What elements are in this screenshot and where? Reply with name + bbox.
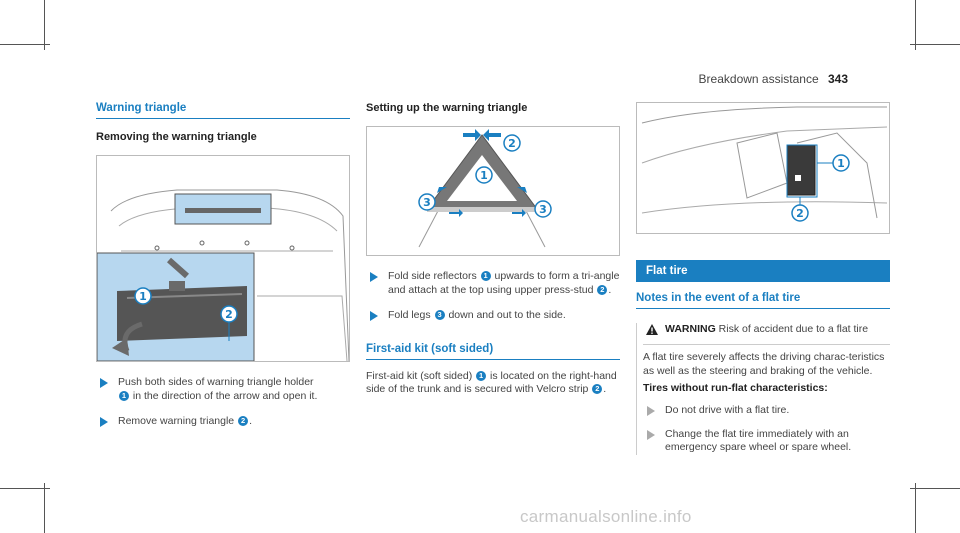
step-arrow-icon xyxy=(100,417,108,427)
figure-warning-triangle xyxy=(366,126,620,256)
section-title: Breakdown assistance xyxy=(698,72,819,86)
figure-trunk-first-aid-kit xyxy=(636,102,890,234)
flat-tire-heading-bar: Flat tire xyxy=(636,260,890,282)
column-flat-tire xyxy=(636,102,890,455)
svg-text:2: 2 xyxy=(796,207,804,220)
step-arrow-icon xyxy=(370,311,378,321)
section-heading-notes: Notes in the event of a flat tire xyxy=(636,292,890,309)
step-fold-reflectors: Fold side reflectors 1 upwards to form a tri-angle and attach at the top using upper press-stud 2 . xyxy=(366,270,620,297)
flat-tire-paragraph: A flat tire severely affects the driving charac-teristics as well as the steering and braking of the vehicle. xyxy=(643,344,890,378)
warning-box xyxy=(636,323,890,455)
step-arrow-icon xyxy=(370,272,378,282)
column-warning-triangle-removal xyxy=(96,102,350,441)
callout-1-icon: 1 xyxy=(119,391,129,401)
trunk-lid-illustration xyxy=(97,156,350,361)
subheading: Removing the warning triangle xyxy=(96,131,257,143)
crop-mark xyxy=(910,488,960,489)
watermark: carmanualsonline.info xyxy=(520,507,692,526)
callout-1-icon: 1 xyxy=(476,371,486,381)
crop-mark xyxy=(0,488,50,489)
page-number: 343 xyxy=(827,72,848,86)
section-heading-first-aid: First-aid kit (soft sided) xyxy=(366,343,620,360)
svg-text:1: 1 xyxy=(837,157,845,170)
step-fold-legs: Fold legs 3 down and out to the side. xyxy=(366,309,620,323)
callout-1-icon: 1 xyxy=(481,271,491,281)
warning-label: WARNING xyxy=(665,323,716,335)
step-arrow-icon xyxy=(647,430,655,440)
crop-mark xyxy=(910,44,960,45)
running-header xyxy=(699,72,848,86)
svg-text:3: 3 xyxy=(423,196,431,209)
svg-text:1: 1 xyxy=(480,169,488,182)
svg-text:2: 2 xyxy=(225,308,233,321)
svg-text:1: 1 xyxy=(139,290,147,303)
callout-2-icon: 2 xyxy=(238,416,248,426)
step-arrow-icon xyxy=(647,406,655,416)
subheading: Setting up the warning triangle xyxy=(366,102,528,114)
step-arrow-icon xyxy=(100,378,108,388)
warning-triangle-illustration xyxy=(367,127,620,255)
crop-mark xyxy=(44,0,45,50)
svg-text:3: 3 xyxy=(539,203,547,216)
first-aid-text: First-aid kit (soft sided) 1 is located on the right-hand side of the trunk and is secured with Velcro strip 2 . xyxy=(366,369,617,395)
run-flat-subheading: Tires without run-flat characteristics: xyxy=(643,382,828,394)
crop-mark xyxy=(915,483,916,533)
trunk-interior-illustration xyxy=(637,103,890,233)
crop-mark xyxy=(915,0,916,50)
step-change-tire: Change the flat tire immediately with an emergency spare wheel or spare wheel. xyxy=(643,428,890,455)
step-do-not-drive: Do not drive with a flat tire. xyxy=(643,404,890,418)
warning-header xyxy=(643,323,890,336)
step-remove-triangle: Remove warning triangle 2 . xyxy=(96,415,350,429)
column-warning-triangle-setup xyxy=(366,102,620,397)
warning-text: Risk of accident due to a flat tire xyxy=(718,323,869,335)
callout-2-icon: 2 xyxy=(597,285,607,295)
callout-2-icon: 2 xyxy=(592,384,602,394)
figure-trunk-lid xyxy=(96,155,350,362)
callout-3-icon: 3 xyxy=(435,310,445,320)
svg-text:2: 2 xyxy=(508,137,516,150)
warning-triangle-icon xyxy=(645,323,659,336)
crop-mark xyxy=(44,483,45,533)
section-heading: Warning triangle xyxy=(96,102,350,119)
crop-mark xyxy=(0,44,50,45)
step-push-holder: Push both sides of warning triangle holder 1 in the direction of the arrow and open it. xyxy=(96,376,350,403)
